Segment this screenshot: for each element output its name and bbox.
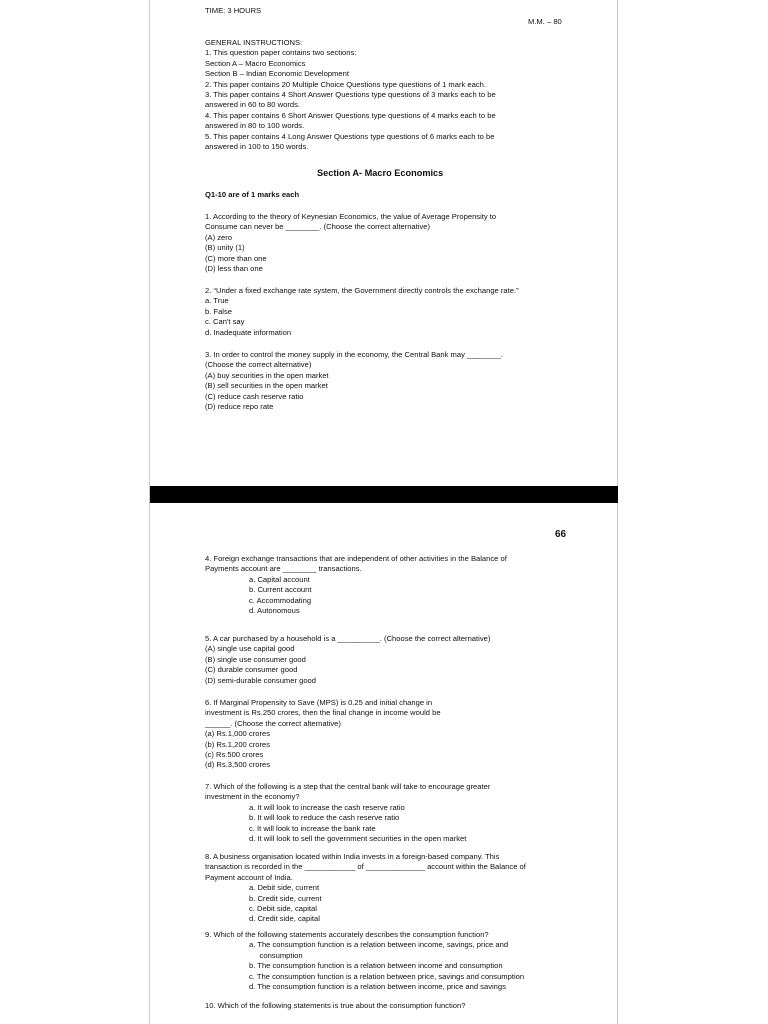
question-3 — [205, 350, 503, 412]
question-7 — [205, 782, 490, 844]
section-title: Section A- Macro Economics — [317, 168, 444, 178]
option: c. Debit side, capital — [249, 904, 317, 914]
option: a. True — [205, 296, 229, 306]
option: (B) sell securities in the open market — [205, 381, 328, 391]
option: c. It will look to increase the bank rate — [249, 823, 376, 833]
question-4 — [205, 554, 507, 616]
option: (B) single use consumer good — [205, 654, 306, 664]
option: b. Credit side, current — [249, 893, 322, 903]
max-marks: M.M. – 80 — [528, 17, 562, 26]
question-9 — [205, 930, 524, 992]
question-10 — [205, 1001, 465, 1011]
question-text: 1. According to the theory of Keynesian Economics, the value of Average Propensity to — [205, 212, 497, 221]
option: b. False — [205, 306, 233, 316]
option: b. Current account — [249, 585, 312, 595]
option: (A) buy securities in the open market — [205, 370, 329, 380]
question-2 — [205, 286, 519, 338]
question-text: ______. (Choose the correct alternative) — [205, 718, 341, 728]
option: d. It will look to sell the government securities in the open market — [249, 834, 467, 844]
question-text: 2. “Under a fixed exchange rate system, the Government directly controls the exchange rate.” — [205, 286, 519, 295]
option: a. It will look to increase the cash reserve ratio — [249, 802, 405, 812]
question-text: Payments account are ________ transactions. — [205, 564, 362, 574]
question-text: 4. Foreign exchange transactions that are independent of other activities in the Balance of — [205, 554, 507, 563]
instruction-line: 2. This paper contains 20 Multiple Choice Questions type questions of 1 mark each. — [205, 79, 486, 89]
option: (d) Rs.3,500 crores — [205, 760, 270, 770]
option: d. Inadequate information — [205, 327, 292, 337]
marks-note: Q1-10 are of 1 marks each — [205, 190, 300, 199]
question-6 — [205, 698, 441, 771]
option: (a) Rs.1,000 crores — [205, 729, 270, 739]
option: d. The consumption function is a relation between income, price and savings — [249, 982, 506, 992]
option: (D) semi-durable consumer good — [205, 675, 316, 685]
question-1 — [205, 212, 496, 274]
option: a. The consumption function is a relation between income, savings, price and — [249, 940, 509, 950]
question-text: 5. A car purchased by a household is a __________. (Choose the correct alternative) — [205, 634, 491, 643]
option: d. Credit side, capital — [249, 914, 320, 924]
instruction-line: 5. This paper contains 4 Long Answer Questions type questions of 6 marks each to be — [205, 131, 495, 141]
option: (b) Rs.1,200 crores — [205, 739, 270, 749]
option: (A) single use capital good — [205, 644, 295, 654]
page-right-edge — [617, 0, 618, 1024]
question-text: 6. If Marginal Propensity to Save (MPS) is 0.25 and initial change in — [205, 698, 433, 707]
option: c. The consumption function is a relation between price, savings and consumption — [249, 971, 525, 981]
option: (C) more than one — [205, 253, 267, 263]
option: c. Can't say — [205, 317, 245, 327]
option: d. Autonomous — [249, 606, 300, 616]
question-text: transaction is recorded in the ____________ of ______________ account within the Balance of — [205, 862, 526, 872]
option: a. Debit side, current — [249, 883, 320, 893]
option-continuation: consumption — [249, 950, 303, 960]
option: (C) durable consumer good — [205, 665, 298, 675]
question-text: Payment account of India. — [205, 872, 293, 882]
page-separator — [150, 486, 618, 503]
question-text: Consume can never be ________. (Choose the correct alternative) — [205, 222, 430, 232]
option: (D) less than one — [205, 264, 263, 274]
question-text: 9. Which of the following statements accurately describes the consumption function? — [205, 930, 489, 939]
option: b. It will look to reduce the cash reserve ratio — [249, 813, 400, 823]
instruction-line: Section A – Macro Economics — [205, 58, 306, 68]
instruction-line: 3. This paper contains 4 Short Answer Questions type questions of 3 marks each to be — [205, 90, 496, 100]
option: b. The consumption function is a relation between income and consumption — [249, 961, 503, 971]
general-instructions — [205, 38, 496, 152]
option: a. Capital account — [249, 574, 310, 584]
instruction-line: answered in 60 to 80 words. — [205, 100, 300, 110]
instructions-title: GENERAL INSTRUCTIONS: — [205, 38, 303, 47]
option: (C) reduce cash reserve ratio — [205, 391, 304, 401]
question-text: investment is Rs.250 crores, then the final change in income would be — [205, 708, 441, 718]
page-2 — [150, 503, 617, 1024]
instruction-line: answered in 100 to 150 words. — [205, 142, 309, 152]
question-8 — [205, 852, 526, 925]
option: (D) reduce repo rate — [205, 402, 274, 412]
option: (c) Rs.500 crores — [205, 750, 264, 760]
question-text: 7. Which of the following is a step that the central bank will take to encourage greater — [205, 782, 491, 791]
question-text: 10. Which of the following statements is true about the consumption function? — [205, 1001, 466, 1010]
option: (B) unity (1) — [205, 243, 245, 253]
option: (A) zero — [205, 232, 233, 242]
page-1 — [150, 0, 617, 486]
instruction-line: answered in 80 to 100 words. — [205, 121, 305, 131]
page-number: 66 — [555, 529, 567, 540]
question-text: 8. A business organisation located within India invests in a foreign-based company. This — [205, 852, 500, 861]
question-text: 3. In order to control the money supply in the economy, the Central Bank may ________. — [205, 350, 503, 359]
instruction-line: 1. This question paper contains two sections: — [205, 48, 357, 58]
question-text: investment in the economy? — [205, 792, 300, 802]
question-5 — [205, 634, 490, 686]
instruction-line: 4. This paper contains 6 Short Answer Questions type questions of 4 marks each to be — [205, 110, 496, 120]
option: c. Accommodating — [249, 595, 312, 605]
instruction-line: Section B – Indian Economic Development — [205, 69, 349, 79]
exam-time: TIME: 3 HOURS — [205, 6, 262, 15]
question-text: (Choose the correct alternative) — [205, 360, 312, 370]
